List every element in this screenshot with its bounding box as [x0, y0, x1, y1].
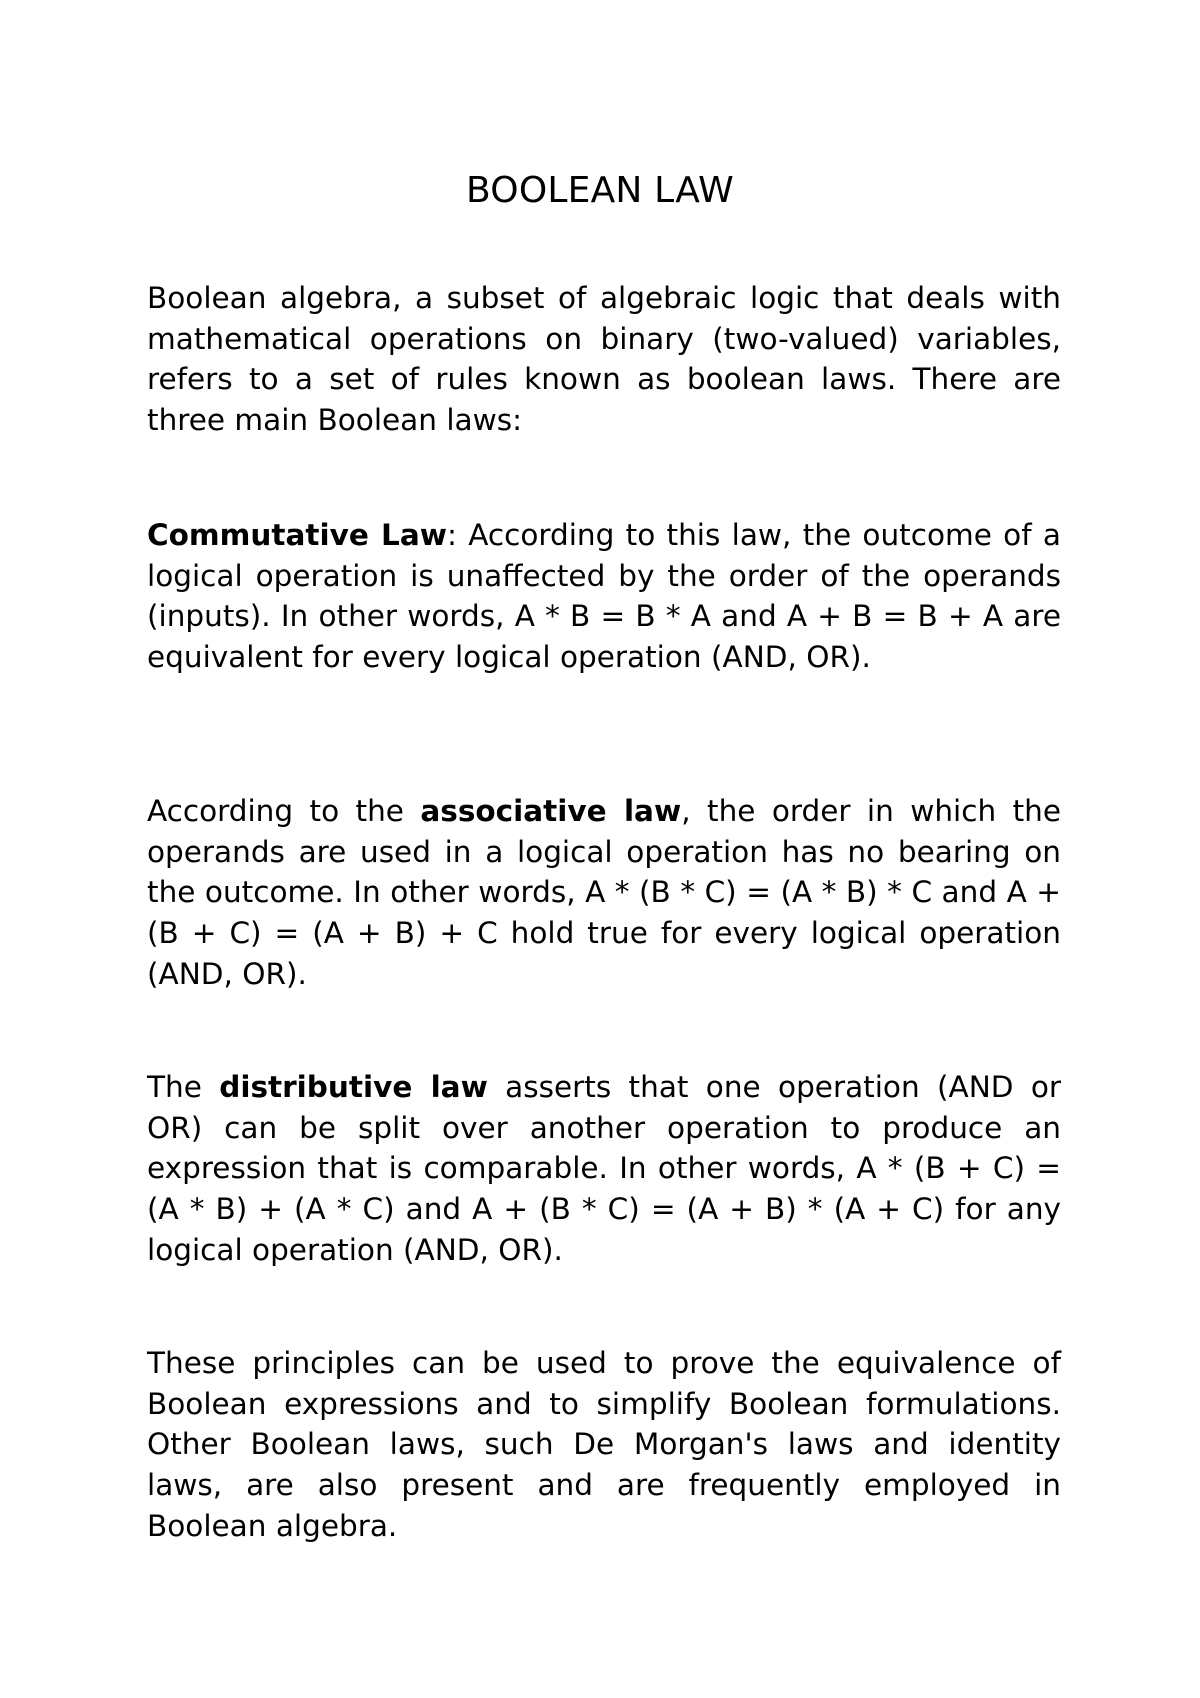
commutative-term: Commutative Law	[147, 518, 447, 552]
page-title: BOOLEAN LAW	[466, 170, 734, 212]
distributive-paragraph	[147, 1067, 1061, 1271]
associative-term: associative law	[420, 794, 682, 828]
associative-text-after: , the order in which the operands are used in a logical operation has no bearing on the outcome. In other words, A * (B * C) = (A * B) * C and A + (B + C) = (A + B) + C hold true for every logical operation (AND, OR).	[147, 794, 1061, 991]
distributive-text-after: asserts that one operation (AND or OR) can be split over another operation to produce an expression that is comparable. In other words, A * (B + C) = (A * B) + (A * C) and A + (B * C) = (A + B) * (A + C) for any logical operation (AND, OR).	[147, 1070, 1061, 1267]
conclusion-paragraph: These principles can be used to prove the equivalence of Boolean expressions and to simplify Boolean formulations. Other Boolean laws, such De Morgan's laws and identity laws, are also present and are frequently employed in Boolean algebra.	[147, 1346, 1061, 1543]
distributive-term: distributive law	[219, 1070, 488, 1104]
commutative-text: : According to this law, the outcome of a logical operation is unaffected by the order of the operands (inputs). In other words, A * B = B * A and A + B = B + A are equivalent for every logical operation (AND, OR).	[147, 518, 1061, 675]
distributive-text-before: The	[147, 1070, 220, 1104]
associative-text-before: According to the	[147, 794, 421, 828]
commutative-paragraph	[147, 515, 1061, 678]
intro-paragraph: Boolean algebra, a subset of algebraic logic that deals with mathematical operations on binary (two-valued) variables, refers to a set of rules known as boolean laws. There are three main Boolean laws:	[147, 281, 1061, 438]
associative-paragraph	[147, 791, 1061, 995]
